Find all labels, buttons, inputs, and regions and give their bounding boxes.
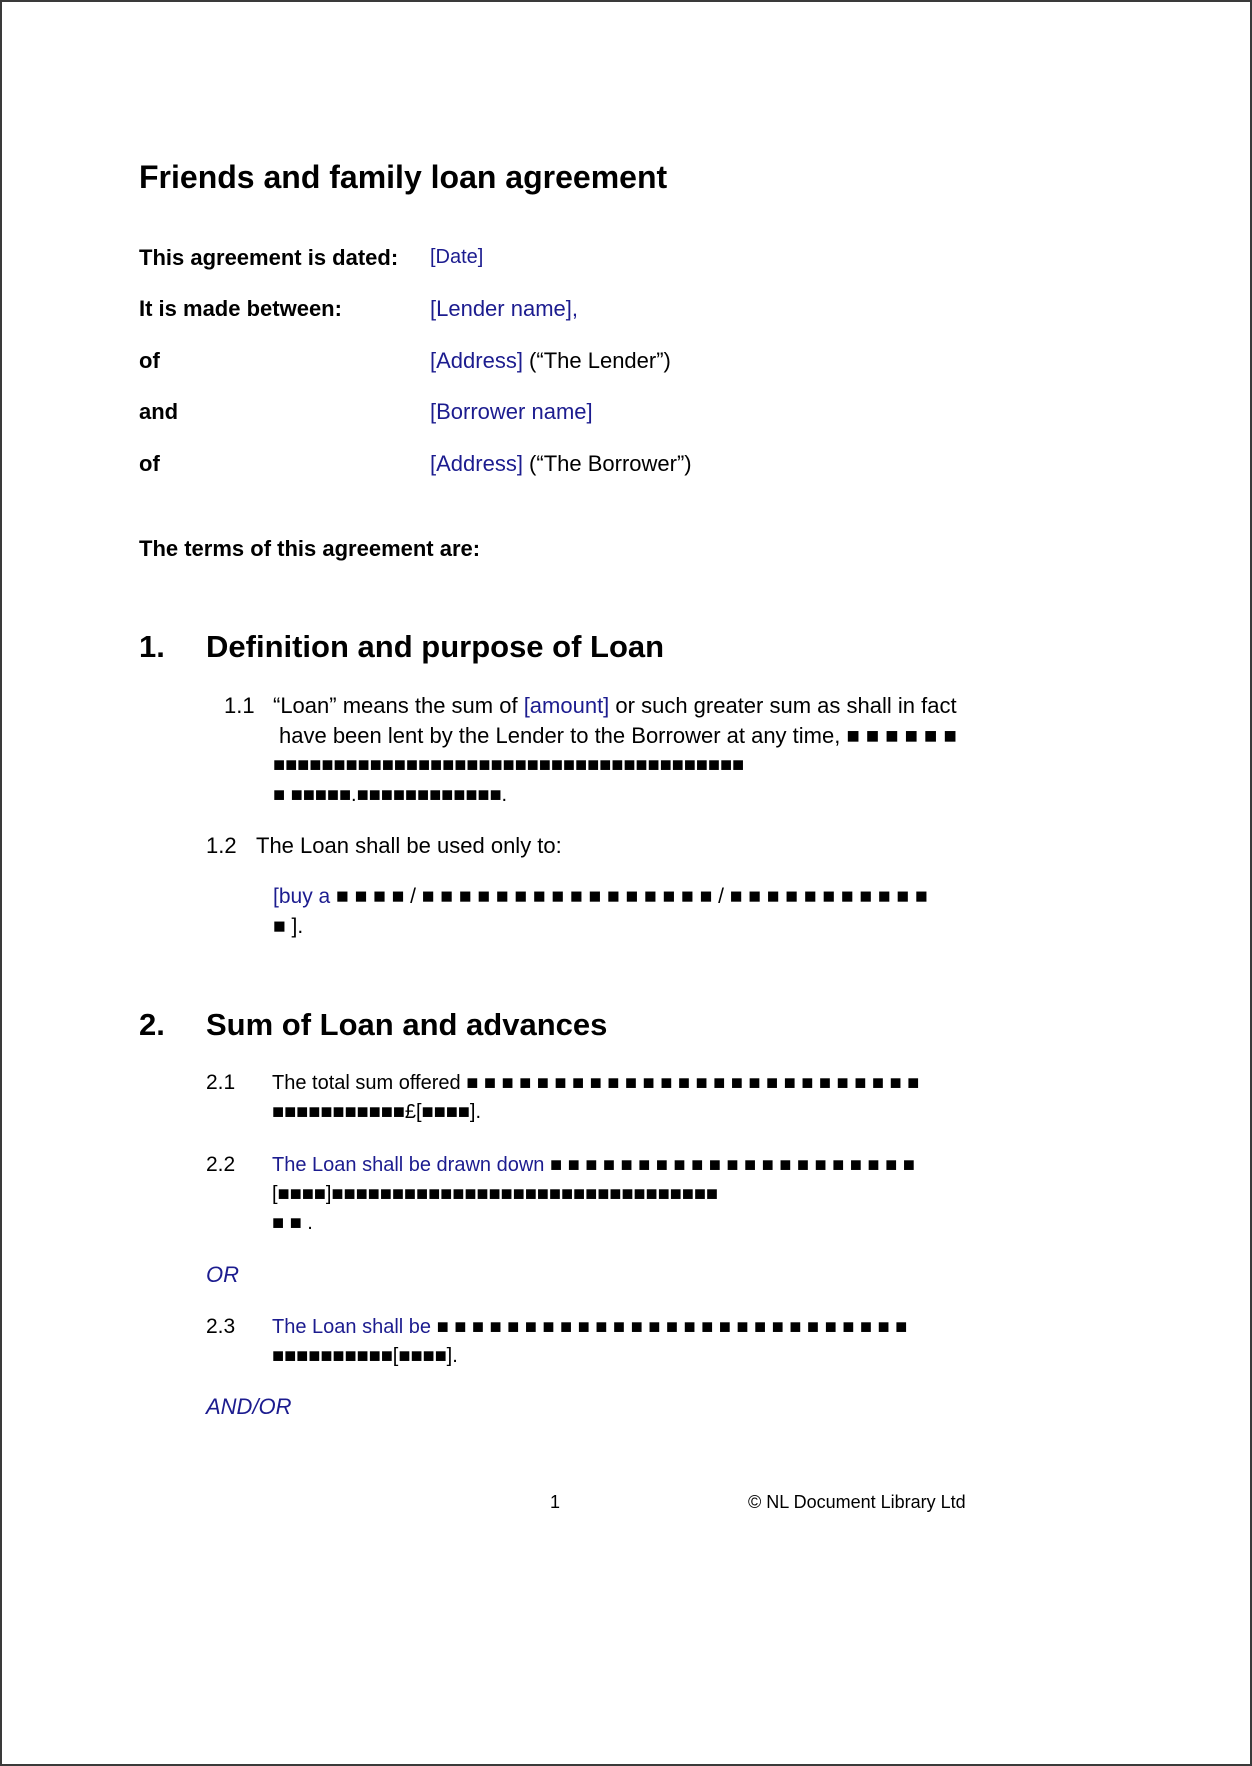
of-label-lender: of — [139, 348, 160, 373]
clause-2-2-line1 — [272, 1154, 915, 1177]
copyright-notice: © NL Document Library Ltd — [748, 1492, 966, 1512]
document-title: Friends and family loan agreement — [139, 159, 668, 195]
clause-2-1-text-b: ■ ■ ■ ■ ■ ■ ■ ■ ■ ■ ■ ■ ■ ■ ■ ■ ■ ■ ■ ■ ■ ■ ■ ■ ■ ■ — [466, 1072, 920, 1094]
lender-name: [Lender name], — [430, 296, 578, 321]
dated-value: [Date] — [430, 246, 484, 268]
clause-2-3-number: 2.3 — [206, 1315, 236, 1338]
clause-2-2-text-b: ■ ■ ■ ■ ■ ■ ■ ■ ■ ■ ■ ■ ■ ■ ■ ■ ■ ■ ■ ■ ■ — [549, 1154, 915, 1176]
clause-2-2-line3: ■ ■ . — [272, 1212, 313, 1234]
clause-1-1-line4: ■ ■■■■■.■■■■■■■■■■■■. — [273, 784, 508, 806]
clause-1-1-number: 1.1 — [224, 693, 255, 718]
clause-1-1-text-b: or such greater sum as shall in fact — [609, 693, 957, 718]
clause-2-2-text-a: The Loan shall be drawn down — [272, 1154, 550, 1176]
clause-2-3-text-b: ■ ■ ■ ■ ■ ■ ■ ■ ■ ■ ■ ■ ■ ■ ■ ■ ■ ■ ■ ■ ■ ■ ■ ■ ■ ■ ■ — [436, 1316, 908, 1338]
clause-2-1-number: 2.1 — [206, 1071, 236, 1094]
loan-amount: [amount] — [523, 693, 610, 718]
clause-1-1-line1 — [273, 693, 957, 719]
clause-2-3-text-a: The Loan shall be — [272, 1316, 437, 1338]
lender-address: [Address] — [430, 348, 523, 373]
clause-1-1-line2: have been lent by the Lender to the Borrower at any time, ■ ■ ■ ■ ■ ■ — [279, 723, 957, 748]
clause-2-1-line1 — [272, 1072, 919, 1095]
borrower-name: [Borrower name] — [430, 399, 593, 424]
terms-heading: The terms of this agreement are: — [139, 536, 481, 561]
clause-1-1-line3: ■■■■■■■■■■■■■■■■■■■■■■■■■■■■■■■■■■■■■■■ — [273, 754, 745, 776]
or-label: OR — [206, 1262, 239, 1287]
clause-2-1-line2: ■■■■■■■■■■■£[■■■■]. — [272, 1101, 481, 1123]
clause-1-2-option-a: [buy a — [273, 885, 337, 908]
clause-2-2-line2: [■■■■]■■■■■■■■■■■■■■■■■■■■■■■■■■■■■■■■ — [272, 1183, 718, 1205]
clause-1-2-text: The Loan shall be used only to: — [256, 833, 562, 858]
section1-number: 1. — [139, 629, 165, 664]
and-label: and — [139, 399, 179, 424]
clause-1-1-text-a: “Loan” means the sum of — [273, 693, 524, 718]
section2-heading: Sum of Loan and advances — [206, 1007, 608, 1042]
dated-label: This agreement is dated: — [139, 245, 399, 270]
of-label-borrower: of — [139, 451, 160, 476]
section2-number: 2. — [139, 1007, 165, 1042]
borrower-role: (“The Borrower”) — [522, 451, 692, 476]
clause-2-1-text-a: The total sum offered — [272, 1072, 467, 1094]
borrower-address-line — [430, 451, 692, 477]
clause-1-2-number: 1.2 — [206, 833, 237, 858]
page-number: 1 — [550, 1492, 561, 1512]
between-label: It is made between: — [139, 296, 342, 321]
borrower-address: [Address] — [430, 451, 523, 476]
clause-2-2-number: 2.2 — [206, 1153, 236, 1176]
clause-1-2-options — [273, 885, 928, 909]
section1-heading: Definition and purpose of Loan — [206, 629, 665, 664]
clause-2-3-line1 — [272, 1316, 907, 1339]
clause-1-2-option-b: ■ ■ ■ ■ / ■ ■ ■ ■ ■ ■ ■ ■ ■ ■ ■ ■ ■ ■ ■ ■ / ■ ■ ■ ■ ■ ■ ■ ■ ■ ■ ■ — [336, 885, 928, 908]
lender-role: (“The Lender”) — [522, 348, 671, 373]
clause-2-3-line2: ■■■■■■■■■■[■■■■]. — [272, 1345, 458, 1367]
and-or-label: AND/OR — [206, 1394, 292, 1419]
clause-1-2-options-end: ■ ]. — [273, 915, 304, 938]
lender-address-line — [430, 348, 671, 374]
